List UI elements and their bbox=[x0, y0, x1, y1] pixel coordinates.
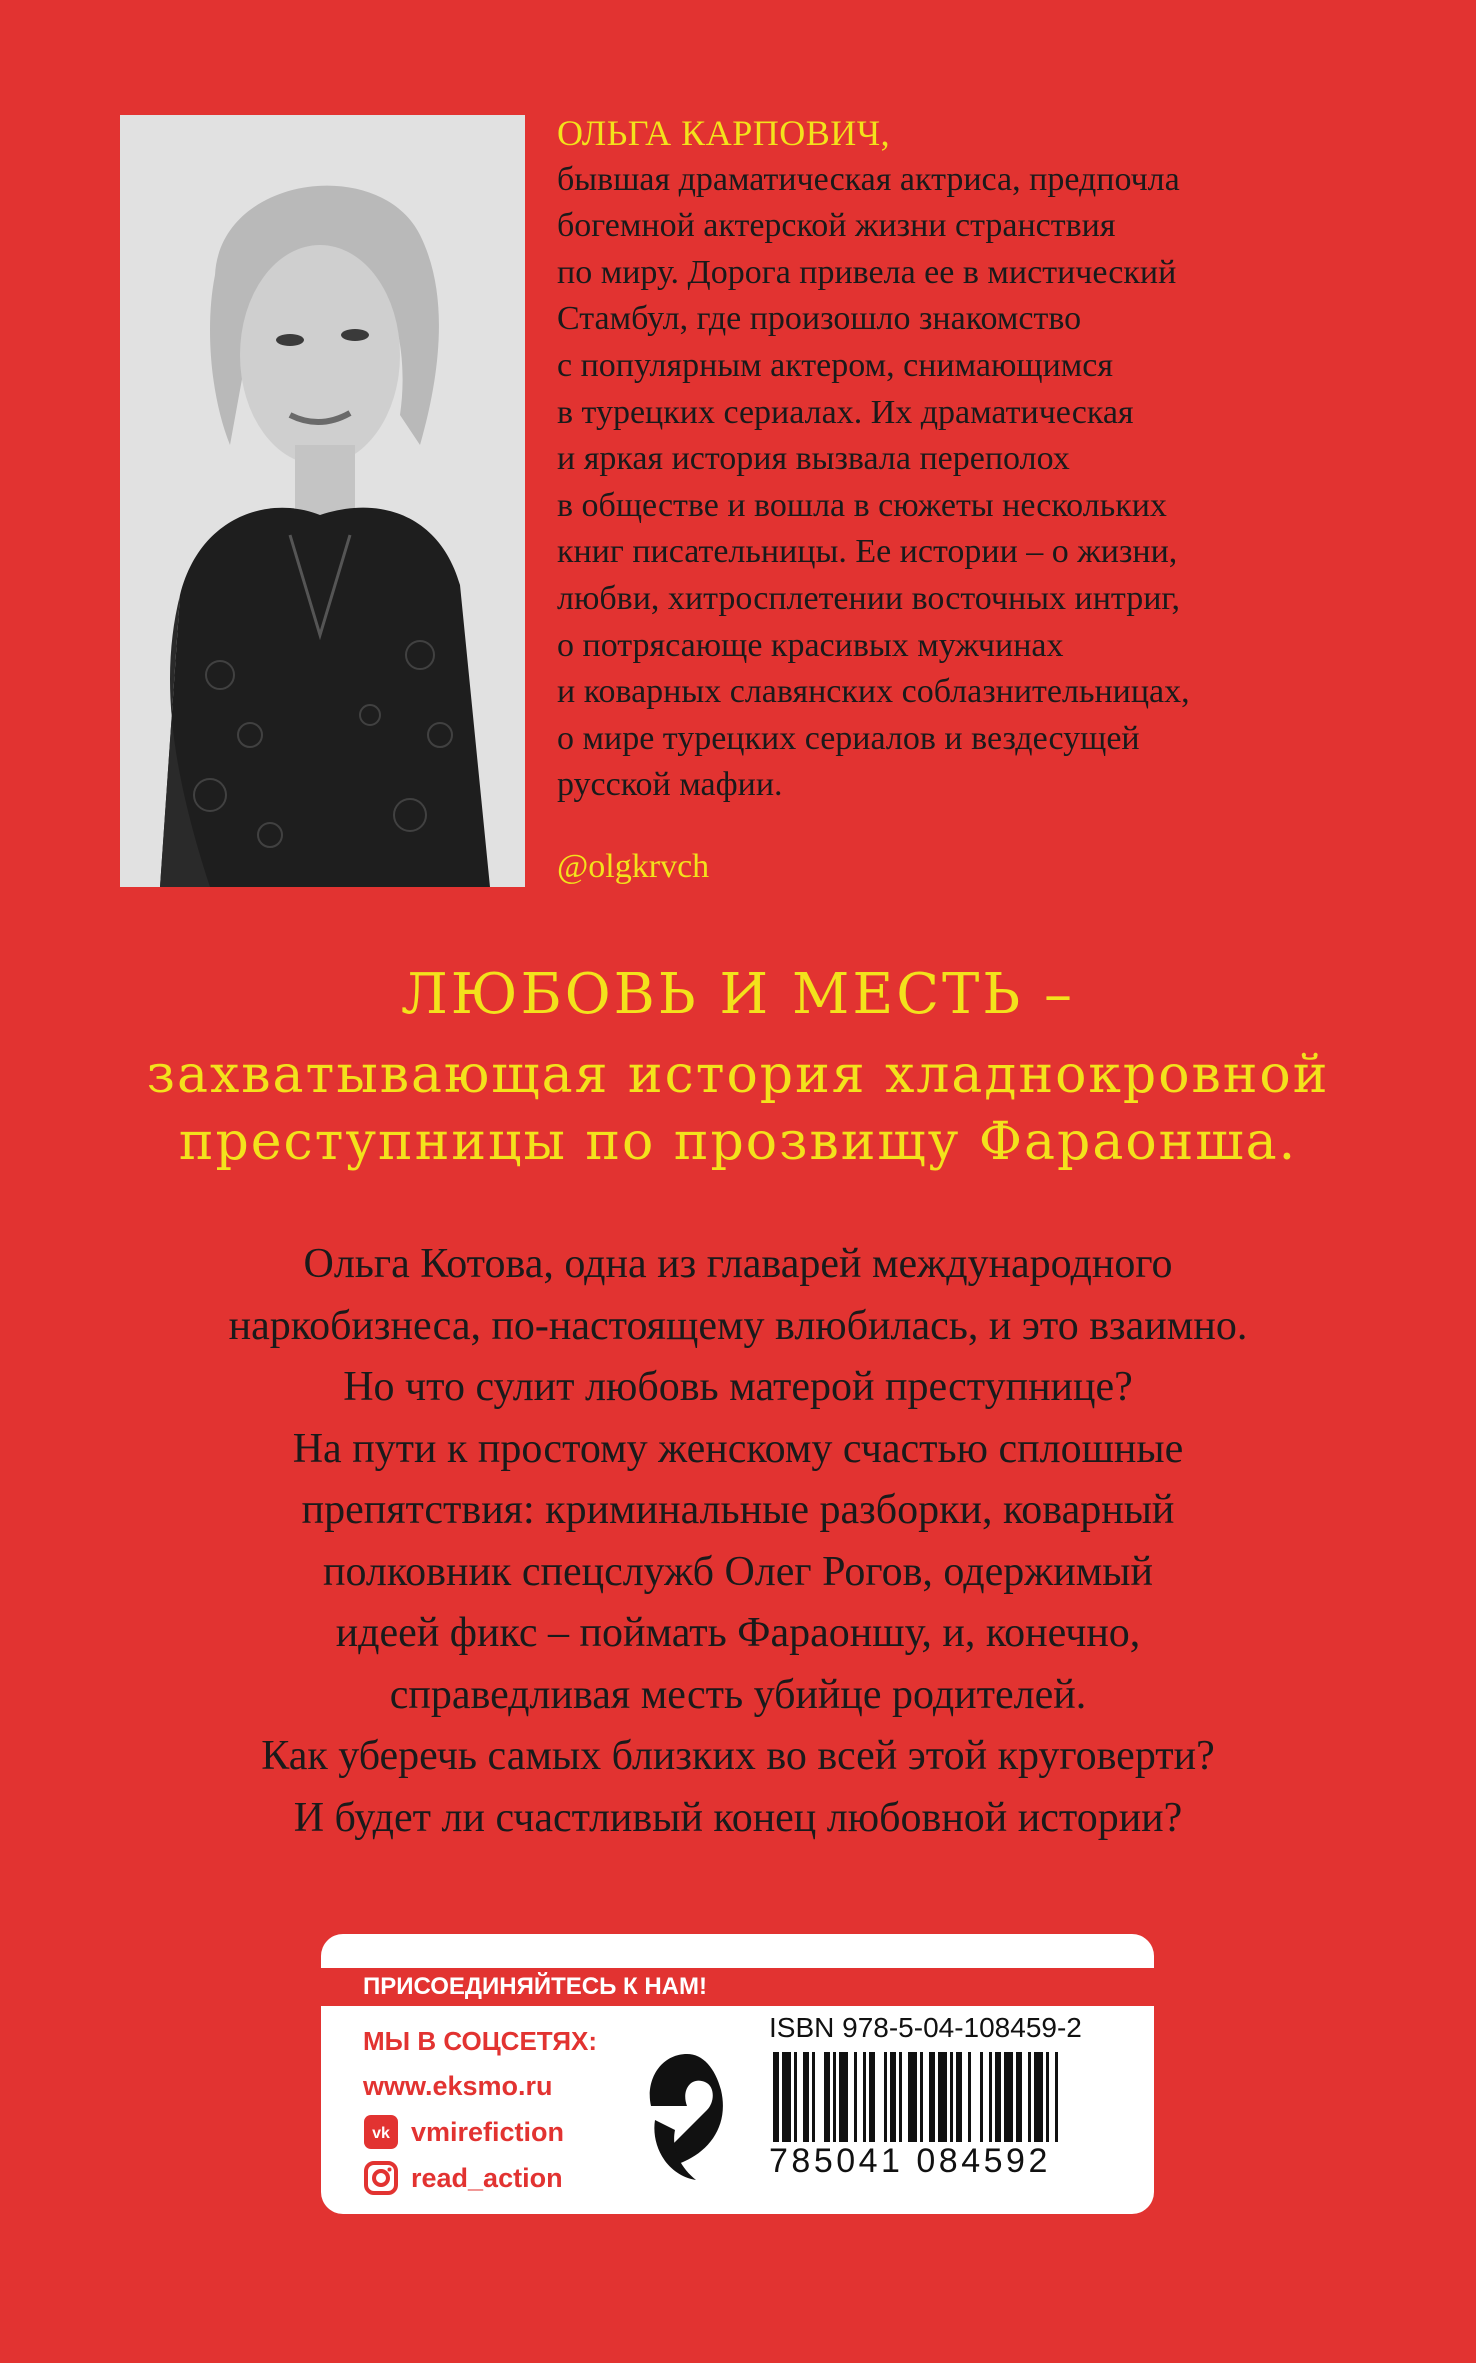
barcode-bar bbox=[995, 2052, 1001, 2142]
vk-handle: vmirefiction bbox=[411, 2116, 565, 2147]
join-banner: ПРИСОЕДИНЯЙТЕСЬ К НАМ! bbox=[321, 1968, 1154, 2006]
description-line: идеей фикс – поймать Фараоншу, и, конечно, bbox=[335, 1610, 1141, 1656]
instagram-handle: read_action bbox=[411, 2162, 563, 2193]
author-name: ОЛЬГА КАРПОВИЧ, bbox=[557, 113, 891, 153]
bio-line: любви, хитросплетении восточных интриг, bbox=[557, 579, 1181, 617]
vk-icon bbox=[363, 2114, 399, 2150]
barcode-bar bbox=[1028, 2052, 1031, 2142]
barcode-bar bbox=[908, 2052, 917, 2142]
barcode-bar bbox=[782, 2052, 791, 2142]
barcode-bar bbox=[899, 2052, 902, 2142]
barcode-bar bbox=[956, 2052, 962, 2142]
description-line: наркобизнеса, по-настоящему влюбилась, и это взаимно. bbox=[228, 1302, 1248, 1349]
headline-title: ЛЮБОВЬ И МЕСТЬ – bbox=[401, 962, 1075, 1027]
bio-line: русской мафии. bbox=[557, 766, 783, 804]
author-handle: @olgkrvch bbox=[557, 848, 710, 885]
isbn: ISBN 978-5-04-108459-2 bbox=[769, 2012, 1082, 2043]
book-description bbox=[0, 1234, 1476, 1849]
barcode-bar bbox=[803, 2052, 809, 2142]
headline-line: захватывающая история хладнокровной bbox=[146, 1045, 1330, 1105]
bio-line: в обществе и вошла в сюжеты нескольких bbox=[557, 486, 1167, 524]
barcode-bar bbox=[1016, 2052, 1022, 2142]
bio-line: с популярным актером, снимающимся bbox=[557, 346, 1114, 384]
description-line: Но что сулит любовь матерой преступнице? bbox=[343, 1364, 1133, 1410]
barcode-bar bbox=[1034, 2052, 1043, 2142]
barcode-bar bbox=[863, 2052, 866, 2142]
barcode-bar bbox=[812, 2052, 815, 2142]
barcode-bar bbox=[1004, 2052, 1013, 2142]
bio-line: о мире турецких сериалов и вездесущей bbox=[557, 719, 1140, 757]
social-title: МЫ В СОЦСЕТЯХ: bbox=[363, 2026, 598, 2056]
barcode bbox=[769, 2052, 1139, 2154]
description-line: справедливая месть убийце родителей. bbox=[389, 1671, 1087, 1718]
author-bio bbox=[557, 110, 1357, 809]
barcode-bar bbox=[884, 2052, 887, 2142]
barcode-bar bbox=[938, 2052, 947, 2142]
barcode-bar bbox=[824, 2052, 830, 2142]
svg-text:vk: vk bbox=[372, 2125, 390, 2142]
barcode-digits: 785041 084592 bbox=[769, 2142, 1051, 2180]
publisher-panel bbox=[321, 1934, 1154, 2214]
author-photo bbox=[120, 115, 525, 887]
description-line: Как уберечь самых близких во всей этой круговерти? bbox=[261, 1733, 1215, 1779]
description-line: На пути к простому женскому счастью сплошные bbox=[292, 1425, 1184, 1472]
barcode-bar bbox=[1046, 2052, 1049, 2142]
barcode-bar bbox=[920, 2052, 923, 2142]
bio-line: в турецких сериалах. Их драматическая bbox=[557, 393, 1134, 431]
website-link[interactable]: www.eksmo.ru bbox=[363, 2071, 553, 2101]
description-line: И будет ли счастливый конец любовной истории? bbox=[293, 1794, 1183, 1841]
bio-line: книг писательницы. Ее истории – о жизни, bbox=[557, 533, 1178, 571]
bio-line: богемной актерской жизни странствия bbox=[557, 207, 1116, 245]
barcode-bar bbox=[839, 2052, 848, 2142]
bio-line: о потрясающе красивых мужчинах bbox=[557, 626, 1064, 664]
barcode-bar bbox=[833, 2052, 836, 2142]
description-line: препятствия: криминальные разборки, коварный bbox=[301, 1487, 1175, 1533]
bio-line: и яркая история вызвала переполох bbox=[557, 440, 1070, 478]
bio-line: и коварных славянских соблазнительницах, bbox=[557, 673, 1190, 711]
barcode-bar bbox=[890, 2052, 896, 2142]
bio-line: Стамбул, где произошло знакомство bbox=[557, 300, 1082, 338]
instagram-icon bbox=[363, 2160, 399, 2196]
barcode-bar bbox=[869, 2052, 875, 2142]
barcode-bar bbox=[950, 2052, 953, 2142]
barcode-bar bbox=[1055, 2052, 1058, 2142]
barcode-bar bbox=[794, 2052, 797, 2142]
barcode-bar bbox=[773, 2052, 779, 2142]
barcode-bar bbox=[989, 2052, 992, 2142]
vk-link[interactable] bbox=[363, 2114, 564, 2150]
instagram-link[interactable] bbox=[363, 2160, 563, 2196]
bio-line: по миру. Дорога привела ее в мистический bbox=[557, 253, 1177, 291]
barcode-bar bbox=[854, 2052, 857, 2142]
headline-line: преступницы по прозвищу Фараонша. bbox=[178, 1112, 1298, 1172]
description-line: Ольга Котова, одна из главарей международного bbox=[303, 1241, 1173, 1287]
barcode-bar bbox=[929, 2052, 935, 2142]
description-line: полковник спецслужб Олег Рогов, одержимый bbox=[322, 1548, 1153, 1595]
barcode-bar bbox=[980, 2052, 983, 2142]
barcode-bar bbox=[968, 2052, 971, 2142]
eksmo-logo-icon bbox=[641, 2050, 733, 2184]
bio-line: бывшая драматическая актриса, предпочла bbox=[557, 160, 1180, 198]
